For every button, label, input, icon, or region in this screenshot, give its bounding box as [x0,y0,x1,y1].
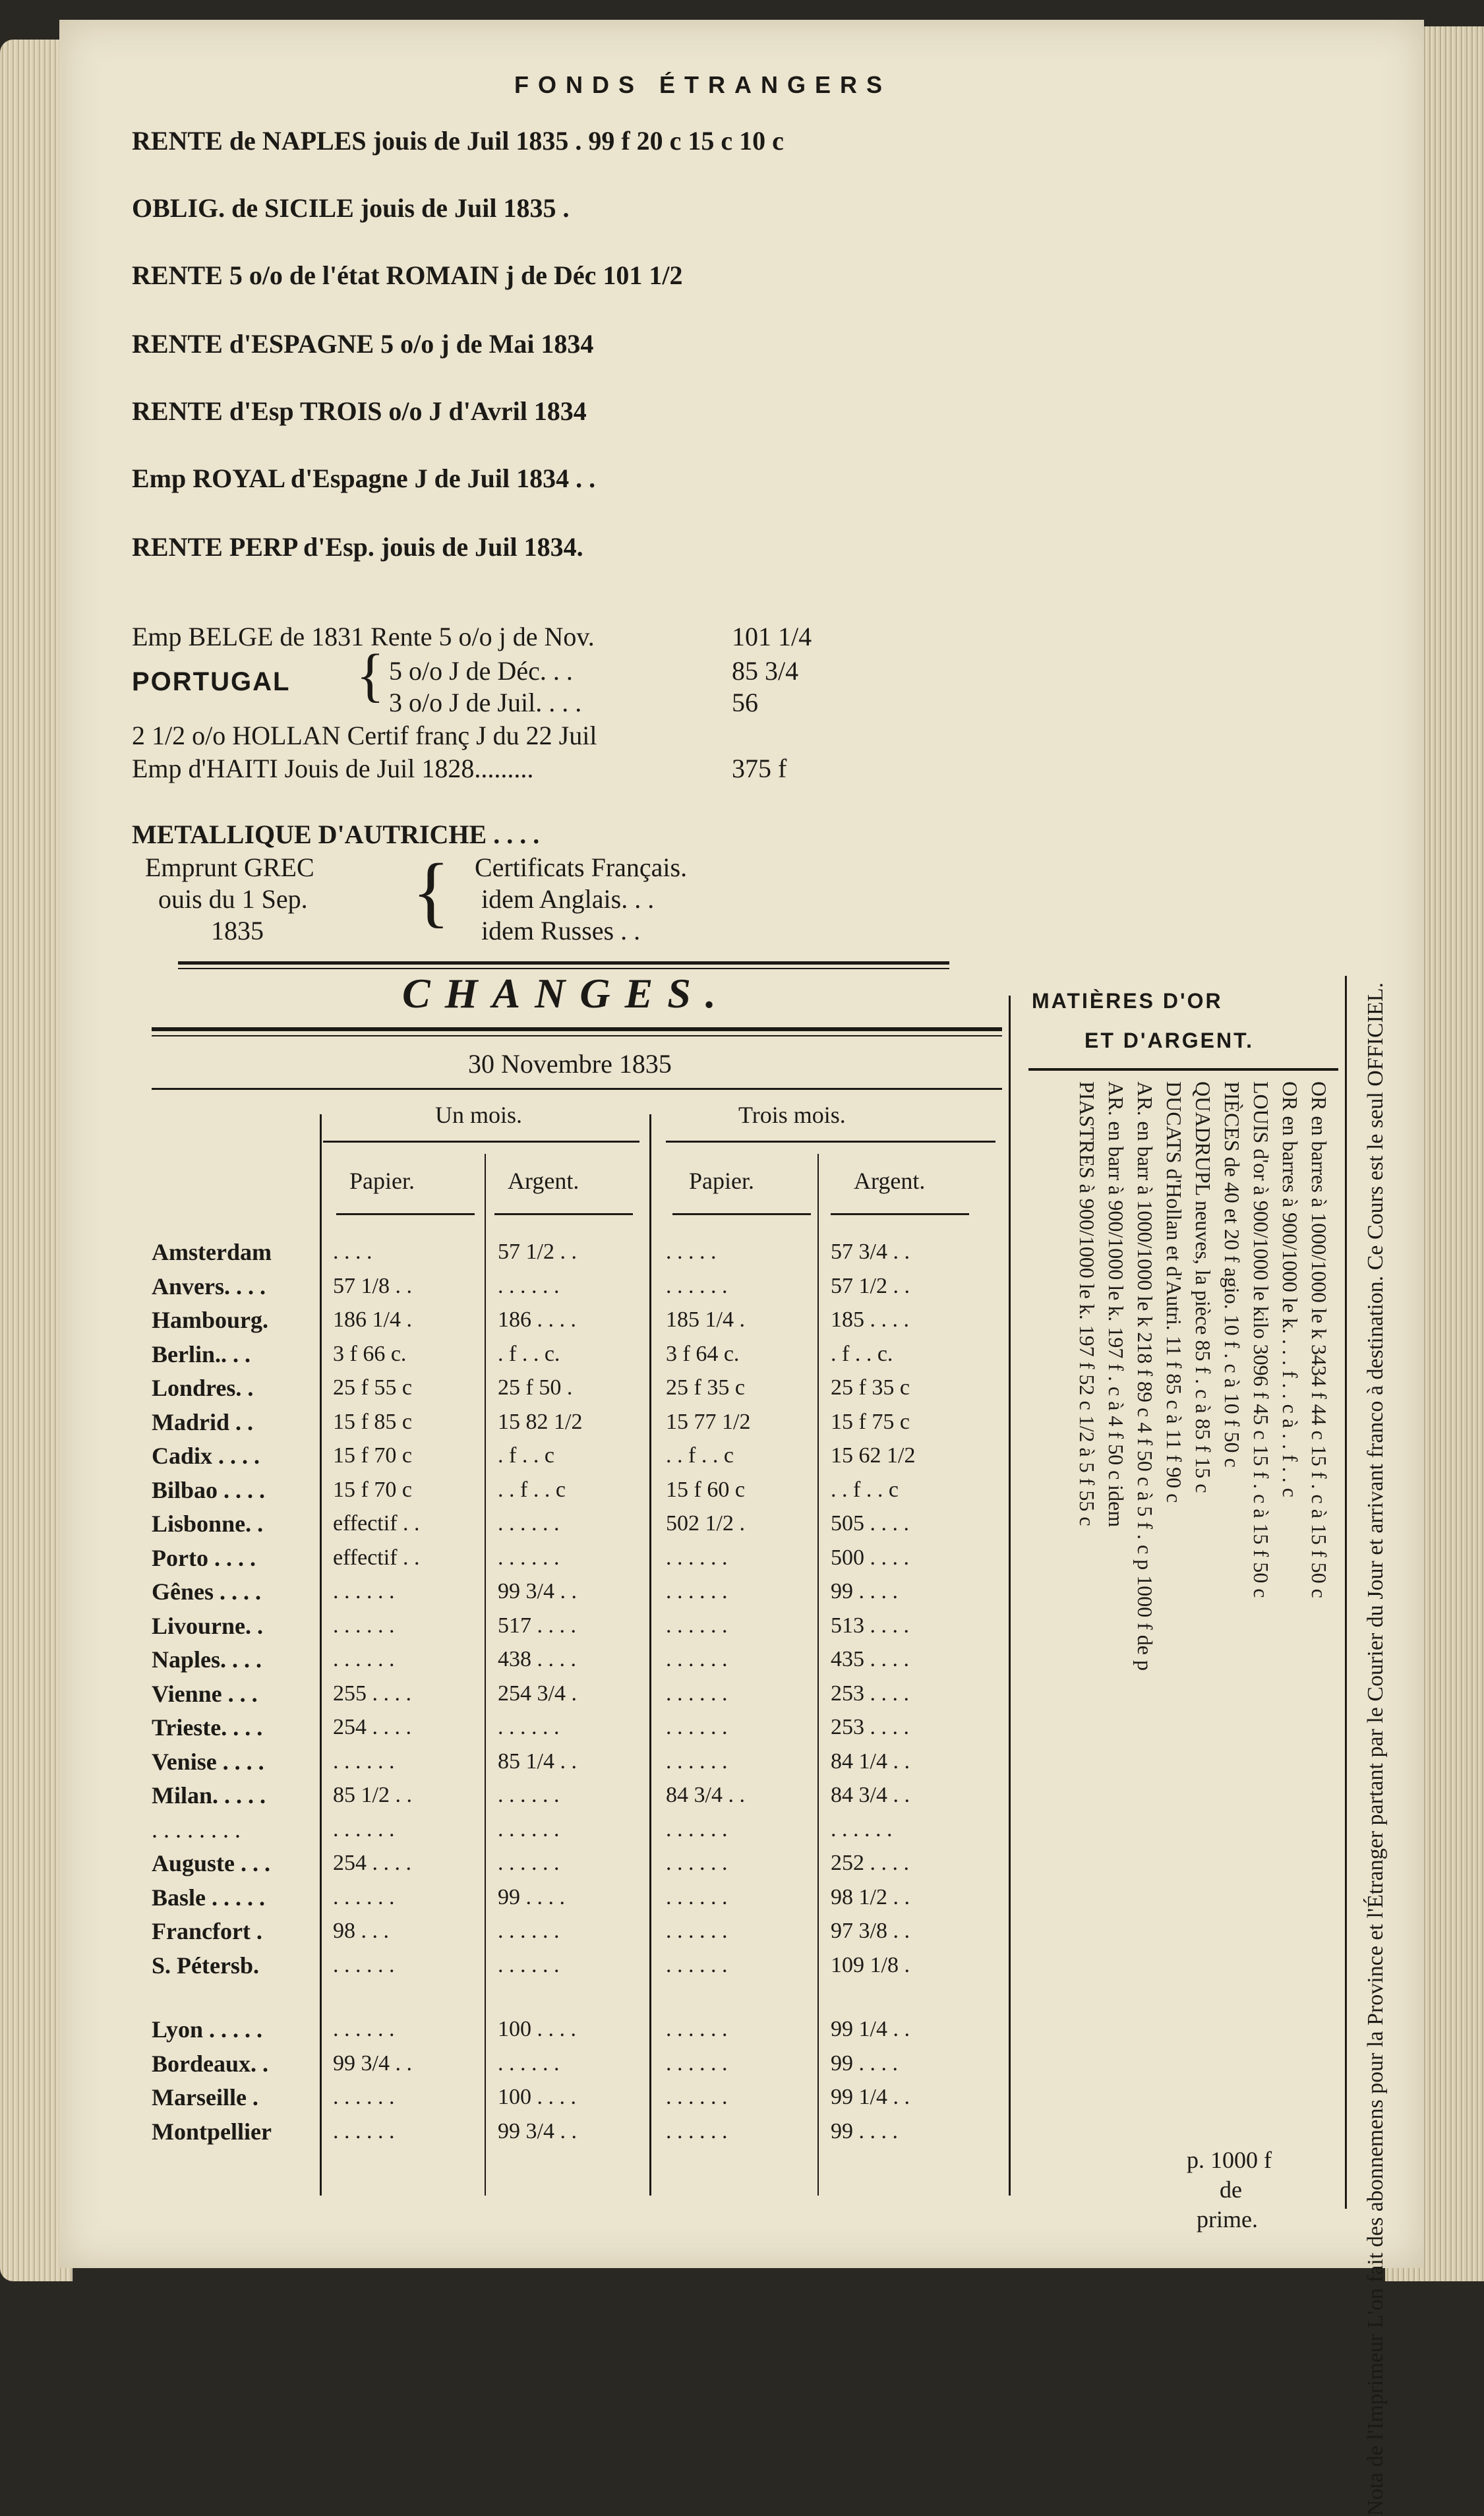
rate-cell: . . . . . . [333,1749,395,1774]
rate-cell: 15 f 75 c [831,1409,910,1434]
rate-cell: 15 f 85 c [333,1409,412,1434]
portugal-row-2-value: 56 [732,688,758,717]
grec-left-2: ouis du 1 Sep. [158,884,308,914]
rate-cell: 99 3/4 . . [333,2051,412,2076]
rate-cell: . . . . . . [333,1647,395,1671]
rate-cell: . . . . . . [666,1647,728,1671]
portugal-label: PORTUGAL [132,667,291,696]
rate-cell: . . . . . . [498,1919,560,1943]
hollan-line: 2 1/2 o/o HOLLAN Certif franç J du 22 Juil [132,721,597,750]
rate-cell: 435 . . . . [831,1647,909,1671]
rate-cell: 15 f 70 c [333,1477,412,1502]
rate-cell: 99 1/4 . . [831,2017,910,2041]
note-rule [1345,976,1347,2209]
fonds-line: Emp ROYAL d'Espagne J de Juil 1834 . . [132,464,596,493]
rate-cell: 255 . . . . [333,1681,411,1706]
city-name: Trieste. . . . [152,1714,263,1741]
fonds-line: RENTE 5 o/o de l'état ROMAIN j de Déc 101 1/2 [132,260,683,290]
city-name: Porto . . . . [152,1544,256,1571]
grec-right-2: idem Anglais. . . [481,884,655,914]
un-mois-rule [323,1141,639,1143]
rate-cell: 15 77 1/2 [666,1409,751,1434]
rate-cell: 253 . . . . [831,1715,909,1739]
rate-cell: . . . . . . [498,1715,560,1739]
city-name: Francfort . [152,1918,262,1944]
rate-cell: 25 f 55 c [333,1375,412,1400]
header-papier-1: Papier. [349,1168,415,1194]
city-name: Madrid . . [152,1408,254,1435]
rate-cell: . . . . . . [666,2118,728,2143]
matieres-title-1: MATIÈRES D'OR [1032,989,1223,1013]
rate-cell: 98 1/2 . . [831,1884,910,1909]
matieres-rule [1028,1068,1338,1071]
city-name: Lisbonne. . [152,1511,264,1537]
rate-cell: 502 1/2 . [666,1511,745,1536]
fonds-divider [178,961,949,965]
rate-cell: . . . . . . [666,1545,728,1570]
rate-cell: 505 . . . . [831,1511,909,1536]
city-name: Cadix . . . . [152,1443,260,1469]
trois-mois-rule [666,1141,995,1143]
rate-cell: . . . . . . [831,1816,893,1842]
fonds-line: RENTE de NAPLES jouis de Juil 1835 . 99 f 20 c 15 c 10 c [132,126,784,156]
city-name: Bilbao . . . . [152,1476,266,1503]
grec-right-1: Certificats Français. [475,853,688,882]
rate-cell: . . . . . [666,1240,717,1264]
portugal-row-1: 5 o/o J de Déc. . . [389,656,573,686]
rate-cell: 57 1/2 . . [831,1273,910,1298]
rate-cell: 99 3/4 . . [498,2118,577,2143]
rate-cell: 15 62 1/2 [831,1443,916,1468]
fonds-line: RENTE d'Esp TROIS o/o J d'Avril 1834 [132,396,587,426]
header-argent-1: Argent. [508,1168,579,1194]
prime-2: de [1220,2176,1242,2203]
rate-cell: 84 3/4 . . [666,1783,745,1807]
rate-cell: . . . . . . [666,1681,728,1706]
rate-cell: 254 . . . . [333,1715,411,1739]
rate-cell: . . . . . . [333,2017,395,2041]
matiere-line: OR en barres à 1000/1000 le k 3434 f 44 c 15 f . c à 15 f 50 c [1307,1081,1331,1598]
changes-rule-3 [152,1088,1002,1090]
un-mois-label: Un mois. [435,1102,523,1128]
grec-left-3: 1835 [211,916,264,945]
city-name: Basle . . . . . [152,1884,266,1911]
col-rule-2 [485,1154,486,2196]
matiere-line: DUCATS d'Hollan et d'Autri. 11 f 85 c à 11 f 90 c [1162,1081,1186,1503]
changes-rule-2 [152,1035,1002,1036]
belge-line: Emp BELGE de 1831 Rente 5 o/o j de Nov. [132,622,595,651]
rate-cell: . . . . . . [333,2085,395,2109]
rate-cell: 99 . . . . [831,2051,898,2076]
city-name: Londres. . [152,1375,254,1401]
rate-cell: 99 . . . . [498,1884,565,1909]
city-name: Milan. . . . . [152,1782,266,1809]
rate-cell: 25 f 50 . [498,1375,573,1400]
rate-cell: 85 1/4 . . [498,1749,577,1774]
rate-cell: 3 f 64 c. [666,1341,740,1366]
changes-title: CHANGES. [402,970,730,1017]
city-name: Marseille . [152,2084,258,2111]
rate-cell: 57 1/2 . . [498,1240,577,1264]
matiere-line: OR en barres à 900/1000 le k. . . . f . . c à . . f . . c [1278,1081,1302,1497]
rate-cell: 100 . . . . [498,2017,576,2041]
header-papier-2: Papier. [689,1168,754,1194]
document-page [59,20,1424,2516]
rate-cell: 252 . . . . [831,1851,909,1875]
rate-cell: 15 82 1/2 [498,1409,583,1434]
rate-cell: . . . . . . [498,1545,560,1570]
rate-cell: 25 f 35 c [831,1375,910,1400]
rate-cell: . . . . [333,1240,372,1264]
city-name: Montpellier [152,2118,272,2145]
col-rule-5 [1009,996,1011,2196]
rate-cell: 517 . . . . [498,1613,576,1638]
belge-value: 101 1/4 [732,622,812,651]
rate-cell: 57 3/4 . . [831,1240,910,1264]
header-rule-4 [831,1213,969,1215]
portugal-row-2: 3 o/o J de Juil. . . . [389,688,582,717]
matieres-title-2: ET D'ARGENT. [1084,1029,1254,1052]
rate-cell: 185 1/4 . [666,1307,745,1332]
fonds-line: RENTE PERP d'Esp. jouis de Juil 1834. [132,532,583,562]
rate-cell: 185 . . . . [831,1307,909,1332]
rate-cell: . . . . . . [666,2017,728,2041]
city-name: Amsterdam [152,1239,272,1265]
rate-cell: . . . . . . [666,1816,728,1842]
col-rule-1 [320,1114,322,2196]
col-rule-4 [817,1154,819,2196]
matiere-line: PIÈCES de 40 et 20 f agio. 10 f . c à 10 f 50 c [1220,1081,1244,1468]
rate-cell: . . f . . c [498,1477,566,1502]
rate-cell: 254 . . . . [333,1851,411,1875]
fonds-line: OBLIG. de SICILE jouis de Juil 1835 . [132,193,570,223]
rate-cell: . . . . . . [666,1613,728,1638]
grec-brace: { [412,847,450,935]
changes-date: 30 Novembre 1835 [468,1049,672,1079]
prime-1: p. 1000 f [1187,2147,1272,2173]
rate-cell: . . . . . . [333,2118,395,2143]
rate-cell: . . . . . . [333,1952,395,1977]
rate-cell: . . . . . . [666,1273,728,1298]
rate-cell: 99 1/4 . . [831,2085,910,2109]
rate-cell: 99 3/4 . . [498,1579,577,1603]
fonds-title: FONDS ÉTRANGERS [514,71,892,98]
trois-mois-label: Trois mois. [738,1102,846,1128]
rate-cell: 100 . . . . [498,2085,576,2109]
rate-cell: . . . . . . [333,1816,395,1842]
city-name: Naples. . . . [152,1646,262,1673]
rate-cell: 438 . . . . [498,1647,576,1671]
rate-cell: . . f . . c [666,1443,734,1468]
city-name: Vienne . . . [152,1680,258,1707]
rate-cell: . . . . . . [666,1749,728,1774]
matiere-line: AR. en barr à 900/1000 le k. 197 f . c à 4 f 50 c idem [1104,1081,1128,1528]
haiti-value: 375 f [732,754,787,783]
rate-cell: 513 . . . . [831,1613,909,1638]
rate-cell: . . . . . . [666,2051,728,2076]
rate-cell: . . . . . . [498,1783,560,1807]
rate-cell: . . . . . . [498,1851,560,1875]
rate-cell: 98 . . . [333,1919,389,1943]
rate-cell: . . . . . . [666,1919,728,1943]
rate-cell: . . . . . . [333,1613,395,1638]
rate-cell: 186 1/4 . [333,1307,412,1332]
rate-cell: 3 f 66 c. [333,1341,407,1366]
rate-cell: 15 f 70 c [333,1443,412,1468]
city-name: Hambourg. [152,1307,269,1333]
rate-cell: . . . . . . [498,1816,560,1842]
changes-rule-1 [152,1027,1002,1031]
rate-cell: 57 1/8 . . [333,1273,412,1298]
rate-cell: . . . . . . [498,1511,560,1536]
city-name: Anvers. . . . [152,1273,266,1300]
matiere-line: LOUIS d'or à 900/1000 le kilo 3096 f 45 c 15 f . c à 15 f 50 c [1249,1081,1273,1598]
city-name: Venise . . . . [152,1748,264,1775]
haiti-line: Emp d'HAITI Jouis de Juil 1828......... [132,754,534,783]
city-name: S. Pétersb. [152,1952,259,1979]
grec-right-3: idem Russes . . [481,916,641,945]
rate-cell: . . . . . . [666,1715,728,1739]
city-name: Gênes . . . . [152,1578,261,1605]
rate-cell: 99 . . . . [831,2118,898,2143]
rate-cell: . f . . c [498,1443,554,1468]
matiere-line: AR. en barr à 1000/1000 le k 218 f 89 c 4 f 50 c à 5 f . c p 1000 f de p [1133,1081,1157,1671]
rate-cell: . . . . . . [666,1579,728,1603]
rate-cell: . . f . . c [831,1477,899,1502]
rate-cell: . . . . . . [498,2051,560,2076]
city-name: Auguste . . . [152,1850,271,1876]
grec-left-1: Emprunt GREC [145,853,314,882]
rate-cell: 15 f 60 c [666,1477,745,1502]
rate-cell: 500 . . . . [831,1545,909,1570]
header-rule-3 [672,1213,811,1215]
printer-note: Nota de l'Imprimeur L'on fait des abonnemens pour la Province et l'Étranger partant par le Courier du Jour et arrivant franco à destination. Ce Cours est le seul OFFICIEL. [1363,982,1388,2516]
rate-cell: . . . . . . [333,1579,395,1603]
portugal-row-1-value: 85 3/4 [732,656,799,686]
city-name: Livourne. . [152,1612,264,1639]
rate-cell: effectif . . [333,1545,420,1570]
rate-cell: . f . . c. [498,1341,560,1366]
rate-cell: 109 1/8 . [831,1952,910,1977]
rate-cell: 253 . . . . [831,1681,909,1706]
header-rule-1 [336,1213,475,1215]
rate-cell: effectif . . [333,1511,420,1536]
col-rule-3 [649,1114,651,2196]
rate-cell: . . . . . . [666,2085,728,2109]
rate-cell: 186 . . . . [498,1307,576,1332]
rate-cell: 25 f 35 c [666,1375,745,1400]
rate-cell: 254 3/4 . [498,1681,577,1706]
city-name: . . . . . . . . [152,1816,241,1843]
matiere-line: QUADRUPL neuves, la pièce 85 f . c à 85 f 15 c [1191,1081,1215,1493]
rate-cell: 84 1/4 . . [831,1749,910,1774]
city-name: Bordeaux. . [152,2050,269,2077]
rate-cell: . . . . . . [666,1851,728,1875]
portugal-brace: { [356,643,385,708]
city-name: Berlin.. . . [152,1340,251,1367]
rate-cell: . . . . . . [333,1884,395,1909]
rate-cell: . . . . . . [498,1273,560,1298]
rate-cell: 99 . . . . [831,1579,898,1603]
fonds-line: RENTE d'ESPAGNE 5 o/o j de Mai 1834 [132,329,594,359]
matiere-line: PIASTRES à 900/1000 le k. 197 f 52 c 1/2 à 5 f 55 c [1075,1081,1099,1526]
rate-cell: . . . . . . [498,1952,560,1977]
rate-cell: . . . . . . [666,1884,728,1909]
rate-cell: . f . . c. [831,1341,893,1366]
rate-cell: . . . . . . [666,1952,728,1977]
city-name: Lyon . . . . . [152,2016,263,2043]
metallique-line: METALLIQUE D'AUTRICHE . . . . [132,820,540,849]
prime-3: prime. [1197,2206,1258,2232]
rate-cell: 84 3/4 . . [831,1783,910,1807]
header-rule-2 [494,1213,633,1215]
rate-cell: 85 1/2 . . [333,1783,412,1807]
rate-cell: 97 3/8 . . [831,1919,910,1943]
header-argent-2: Argent. [854,1168,926,1194]
